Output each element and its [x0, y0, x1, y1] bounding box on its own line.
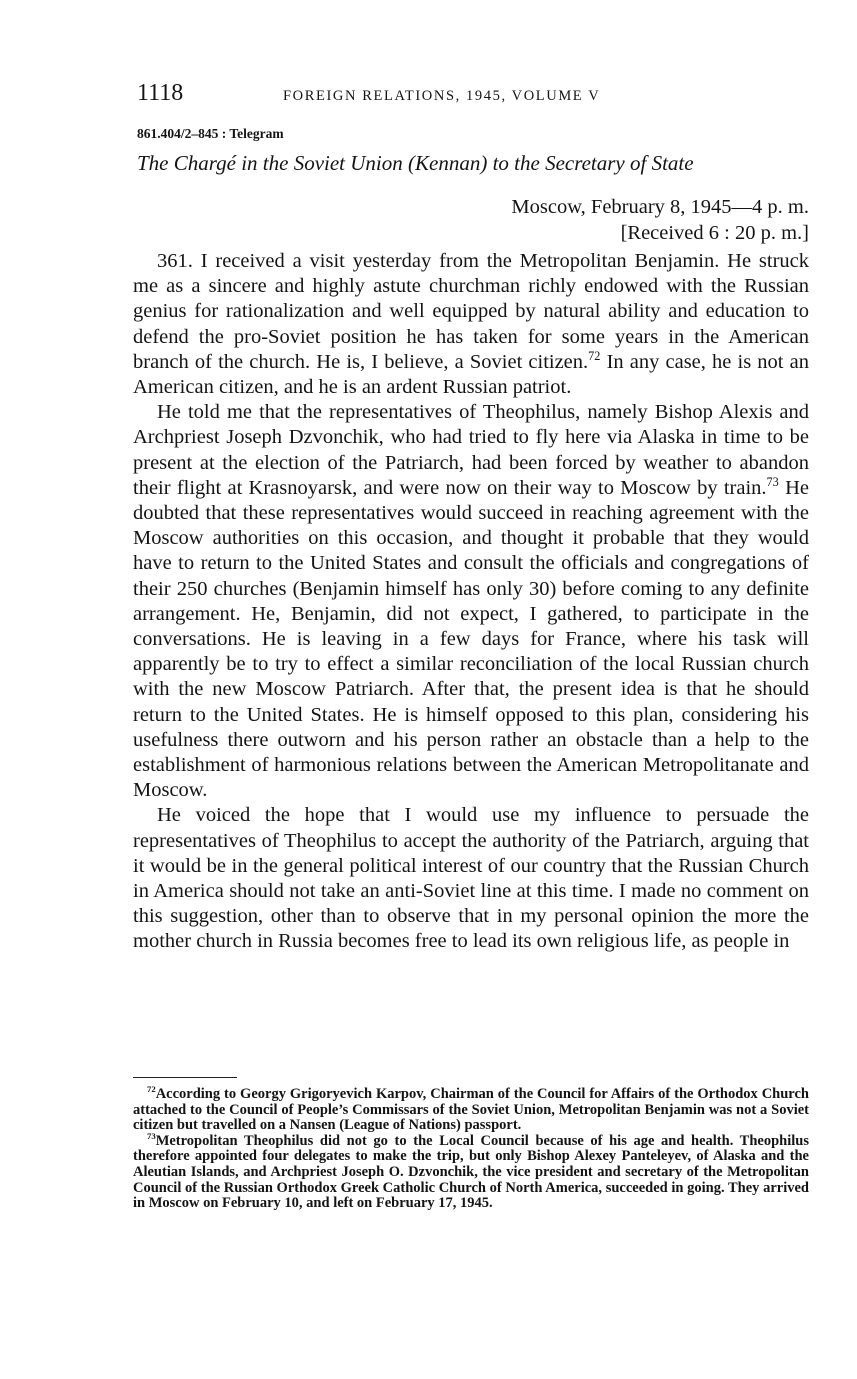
paragraph	[133, 400, 809, 803]
page-header	[133, 80, 809, 110]
footnote-text: According to Georgy Grigoryevich Karpov, Chairman of the Council for Affairs of the Orthodox Church attached to the Council of People’s Commissars of the Soviet Union, Metropolitan Benjamin was not a Soviet citizen but travelled on a Nansen (League of Nations) passport.	[133, 1086, 809, 1134]
dateline: Moscow, February 8, 1945—4 p. m.	[511, 196, 809, 218]
footnote-divider	[133, 1077, 237, 1078]
footnotes	[133, 1084, 809, 1212]
document-id: 861.404/2–845 : Telegram	[137, 126, 284, 141]
footnote-mark: 72	[147, 1084, 156, 1095]
paragraph: He voiced the hope that I would use my influence to persuade the representatives of Theophilus to accept the authority of the Patriarch, arguing that it would be in the general political interest of our country that the Russian Church in America should not take an anti-Soviet line at this time. I made no comment on this suggestion, other than to observe that in my personal opinion the more the mother church in Russia becomes free to lead its own religious life, as people in	[133, 804, 809, 953]
page-number: 1118	[137, 80, 184, 106]
paragraph-text: In any case, he is not an American citizen, and he is an ardent Russian patriot.	[133, 350, 809, 399]
paragraph	[133, 249, 809, 400]
footnote-text: Metropolitan Theophilus did not go to the Local Council because of his age and health. Theophilus therefore appointed four delegates to make the trip, but only Bishop Alexey Panteleyev, of Alaska and the Aleutian Islands, and Archpriest Joseph O. Dzvonchik, the vice president and secretary of the Metropolitan Council of the Russian Orthodox Greek Catholic Church of North America, succeeded in going. They arrived in Moscow on February 10, and left on February 17, 1945.	[133, 1132, 809, 1212]
footnote-mark: 73	[147, 1130, 156, 1141]
footnote	[133, 1084, 809, 1134]
document-title: The Chargé in the Soviet Union (Kennan) to the Secretary of State	[137, 151, 694, 175]
paragraph-text: 361. I received a visit yesterday from the Metropolitan Benjamin. He struck me as a sincere and highly astute churchman richly endowed with the Russian genius for rationalization and well equipped by natural ability and education to defend the pro-Soviet position he has taken for some years in the American branch of the church. He is, I believe, a Soviet citizen.	[133, 250, 809, 373]
paragraph-text: He told me that the representatives of Theophilus, namely Bishop Alexis and Archpriest Joseph Dzvonchik, who had tried to fly here via Alaska in time to be present at the election of the Patriarch, had been forced by weather to abandon their flight at Krasnoyarsk, and were now on their way to Moscow by train.	[133, 401, 809, 499]
dateline-block	[511, 194, 809, 246]
footnote-ref[interactable]: 73	[766, 475, 779, 489]
footnote	[133, 1130, 809, 1212]
running-head: FOREIGN RELATIONS, 1945, VOLUME V	[283, 88, 601, 104]
footnote-ref[interactable]: 72	[588, 348, 601, 363]
telegram-body	[133, 249, 809, 955]
paragraph-text: He doubted that these representatives would succeed in reaching agreement with the Moscow authorities on this occasion, and thought it probable that they would have to return to the United States and consult the officials and congregations of their 250 churches (Benjamin himself has only 30) before coming to any definite arrangement. He, Benjamin, did not expect, I gathered, to participate in the conversations. He is leaving in a few days for France, where his task will apparently be to try to effect a similar reconciliation of the local Russian church with the new Moscow Patriarch. After that, the present idea is that he should return to the United States. He is himself opposed to this plan, considering his usefulness there outworn and his person rather an obstacle than a help to the establishment of harmonious relations between the American Metropolitanate and Moscow.	[133, 476, 809, 802]
received-line: [Received 6 : 20 p. m.]	[620, 222, 809, 244]
